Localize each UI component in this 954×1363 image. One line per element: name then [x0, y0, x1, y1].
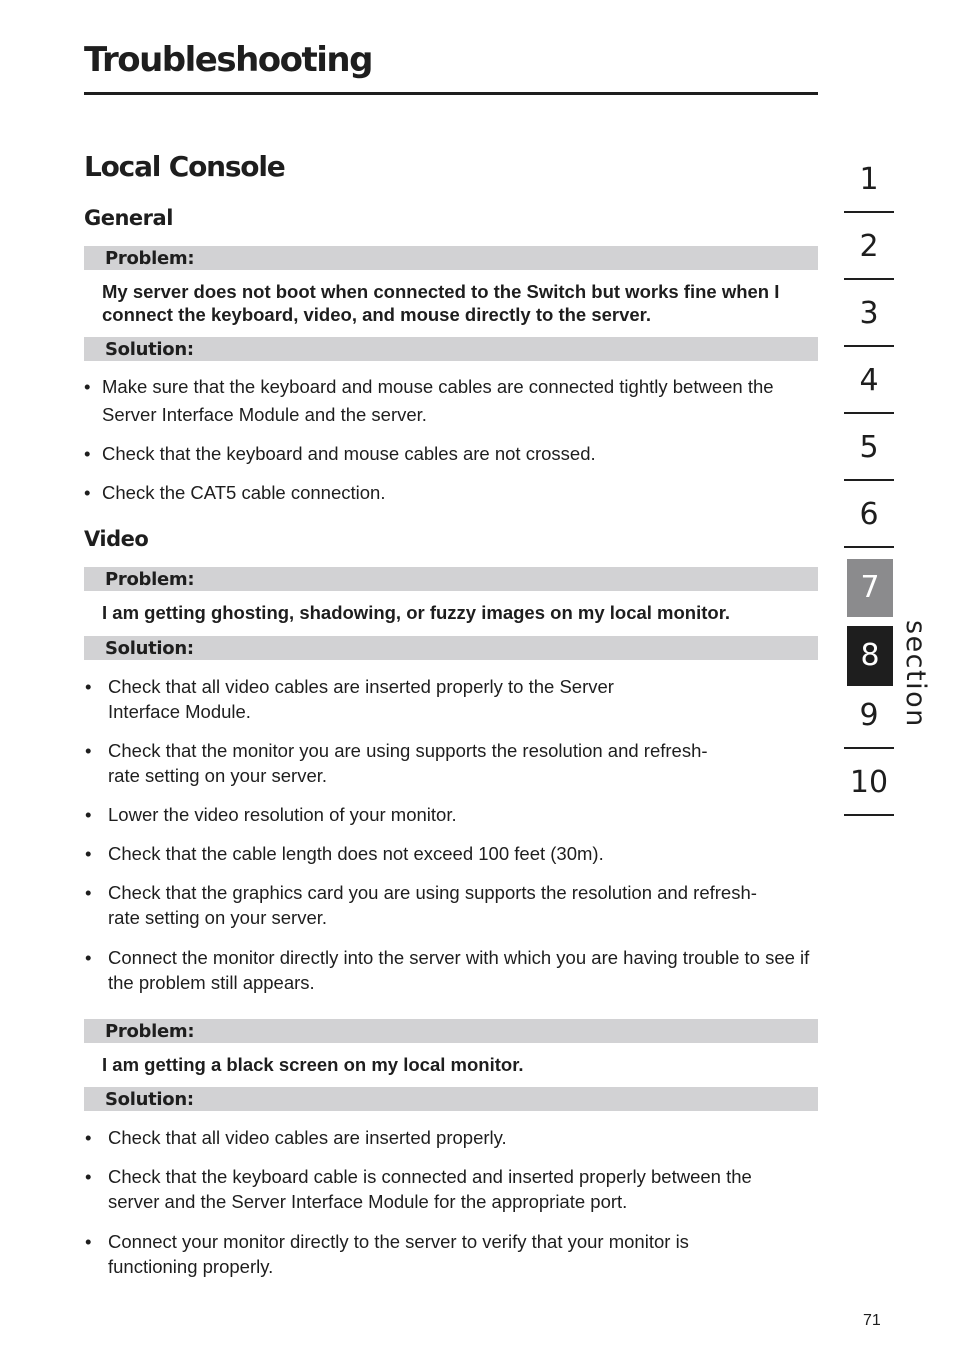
bullet-icon: • — [85, 947, 92, 968]
list-item — [85, 1229, 816, 1279]
list-item-text: Check that the monitor you are using supports the resolution and refresh-rate setting on your server. — [108, 740, 708, 786]
section-label: section — [900, 620, 931, 728]
bullet-icon: • — [85, 1127, 92, 1148]
list-item — [84, 373, 814, 429]
divider — [844, 479, 894, 481]
bullet-icon: • — [84, 443, 91, 464]
list-item-text: Connect the monitor directly into the server with which you are having trouble to see if the problem still appears. — [108, 947, 810, 993]
divider — [844, 546, 894, 548]
list-item — [84, 440, 814, 468]
video-heading: Video — [84, 527, 149, 551]
list-item — [85, 802, 816, 827]
list-item — [85, 738, 816, 788]
general-heading: General — [84, 206, 173, 230]
problem-label: Problem: — [105, 248, 195, 269]
list-item-text: Check that all video cables are inserted properly to the Server Interface Module. — [108, 676, 614, 722]
list-item-text: Check that the cable length does not exceed 100 feet (30m). — [108, 843, 604, 864]
list-item-text: Check the CAT5 cable connection. — [102, 482, 386, 503]
section-number: 2 — [859, 229, 879, 264]
section-nav-item-3[interactable] — [844, 281, 894, 347]
section-nav-item-2[interactable] — [844, 214, 894, 280]
problem-text: I am getting a black screen on my local monitor. — [102, 1054, 524, 1075]
list-item — [85, 945, 816, 995]
list-item-text: Check that the graphics card you are using supports the resolution and refresh-rate setting on your server. — [108, 882, 757, 928]
bullet-icon: • — [85, 740, 92, 761]
list-item-text: Make sure that the keyboard and mouse cables are connected tightly between the Server Interface Module and the server. — [102, 376, 774, 425]
section-number: 3 — [859, 296, 879, 331]
section-nav-item-8-current[interactable] — [847, 626, 893, 686]
divider — [844, 412, 894, 414]
section-nav-item-10[interactable] — [844, 750, 894, 816]
list-item — [85, 1164, 816, 1214]
problem-label: Problem: — [105, 1021, 195, 1042]
section-nav-item-6[interactable] — [844, 482, 894, 548]
problem-label: Problem: — [105, 569, 195, 590]
divider — [844, 747, 894, 749]
list-item-text: Check that all video cables are inserted properly. — [108, 1127, 507, 1148]
section-number: 7 — [860, 570, 880, 605]
bullet-icon: • — [84, 482, 91, 503]
list-item — [85, 841, 816, 866]
solution-label: Solution: — [105, 339, 194, 360]
title-rule — [84, 92, 818, 95]
section-nav-item-5[interactable] — [844, 415, 894, 481]
list-item-text: Lower the video resolution of your monitor. — [108, 804, 457, 825]
problem-bar — [84, 1019, 818, 1043]
section-number: 4 — [859, 363, 879, 398]
section-number: 1 — [859, 162, 879, 197]
section-nav-item-1[interactable] — [844, 147, 894, 213]
bullet-icon: • — [84, 376, 91, 397]
section-number: 8 — [860, 638, 880, 673]
solution-label: Solution: — [105, 638, 194, 659]
bullet-icon: • — [85, 1166, 92, 1187]
list-item-text: Check that the keyboard and mouse cables are not crossed. — [102, 443, 596, 464]
problem-bar — [84, 567, 818, 591]
bullet-icon: • — [85, 676, 92, 697]
page-title: Troubleshooting — [84, 40, 372, 80]
divider — [844, 211, 894, 213]
list-item — [85, 1125, 816, 1150]
divider — [844, 278, 894, 280]
solution-bar — [84, 636, 818, 660]
divider — [844, 814, 894, 816]
solution-bar — [84, 337, 818, 361]
bullet-icon: • — [85, 843, 92, 864]
list-item — [85, 674, 816, 724]
section-nav-item-7[interactable] — [847, 559, 893, 617]
solution-label: Solution: — [105, 1089, 194, 1110]
section-number: 6 — [859, 497, 879, 532]
bullet-icon: • — [85, 1231, 92, 1252]
section-nav-item-9[interactable] — [844, 683, 894, 749]
section-number: 5 — [859, 430, 879, 465]
divider — [844, 345, 894, 347]
list-item-text: Check that the keyboard cable is connected and inserted properly between the server and the Server Interface Module for the appropriate port. — [108, 1166, 752, 1212]
bullet-icon: • — [85, 804, 92, 825]
problem-text: I am getting ghosting, shadowing, or fuzzy images on my local monitor. — [102, 602, 731, 623]
problem-bar — [84, 246, 818, 270]
section-number: 9 — [859, 698, 879, 733]
section-nav-item-4[interactable] — [844, 348, 894, 414]
list-item — [85, 880, 816, 930]
section-number: 10 — [849, 765, 889, 800]
list-item — [84, 479, 814, 507]
list-item-text: Connect your monitor directly to the server to verify that your monitor is functioning properly. — [108, 1231, 689, 1277]
section-heading: Local Console — [84, 150, 285, 183]
solution-bar — [84, 1087, 818, 1111]
page-number: 71 — [863, 1312, 881, 1329]
problem-text: My server does not boot when connected to the Switch but works fine when I connect the keyboard, video, and mouse directly to the server. — [102, 281, 780, 325]
bullet-icon: • — [85, 882, 92, 903]
